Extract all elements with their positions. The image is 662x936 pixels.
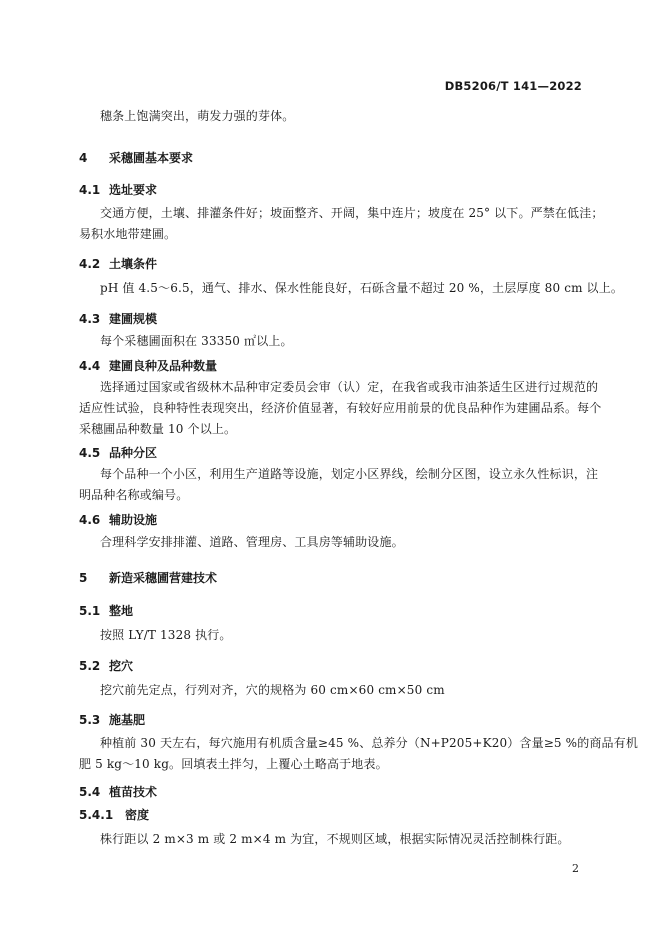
intro-tail-text: 穗条上饱满突出，萌发力强的芽体。 bbox=[100, 109, 295, 123]
paragraph-line: 株行距以 2 m×3 m 或 2 m×4 m 为宜，不规则区域，根据实际情况灵活控制株行距。 bbox=[100, 832, 570, 846]
section-number: 5.1 bbox=[79, 604, 101, 618]
section-title: 整地 bbox=[109, 604, 134, 618]
section-5-3-heading bbox=[79, 711, 145, 728]
section-number: 4.5 bbox=[79, 446, 101, 460]
section-title: 采穗圃基本要求 bbox=[109, 151, 194, 165]
section-title: 品种分区 bbox=[109, 446, 158, 460]
section-5-heading bbox=[79, 569, 217, 586]
section-number: 4.4 bbox=[79, 359, 101, 373]
section-title: 建圃规模 bbox=[109, 312, 158, 326]
paragraph-line: 采穗圃品种数量 10 个以上。 bbox=[79, 422, 237, 436]
paragraph-line: 交通方便，土壤、排灌条件好；坡面整齐、开阔，集中连片；坡度在 25° 以下。严禁在低洼； bbox=[100, 206, 604, 220]
section-title: 密度 bbox=[125, 808, 150, 822]
paragraph-line: 种植前 30 天左右，每穴施用有机质含量≥45 %、总养分（N+P205+K20）含量≥5 %的商品有机 bbox=[100, 736, 638, 750]
paragraph-line: 易积水地带建圃。 bbox=[79, 227, 177, 241]
section-4-1-heading bbox=[79, 181, 157, 198]
paragraph-line: 选择通过国家或省级林木品种审定委员会审（认）定，在我省或我市油茶适生区进行过规范的 bbox=[100, 380, 599, 394]
section-number: 4.2 bbox=[79, 257, 101, 271]
paragraph-line: 挖穴前先定点，行列对齐，穴的规格为 60 cm×60 cm×50 cm bbox=[100, 683, 445, 697]
section-title: 辅助设施 bbox=[109, 513, 158, 527]
section-number: 5.3 bbox=[79, 713, 101, 727]
section-number: 5.4 bbox=[79, 785, 101, 799]
paragraph-line: 每个采穗圃面积在 33350 ㎡以上。 bbox=[100, 334, 293, 348]
section-4-6-heading bbox=[79, 511, 157, 528]
paragraph-line: 明品种名称或编号。 bbox=[79, 488, 189, 502]
document-code: DB5206/T 141—2022 bbox=[444, 79, 582, 93]
section-title: 挖穴 bbox=[109, 659, 134, 673]
section-5-4-heading bbox=[79, 783, 157, 800]
section-title: 植苗技术 bbox=[109, 785, 158, 799]
section-5-4-1-heading bbox=[79, 806, 149, 823]
section-number: 5 bbox=[79, 571, 88, 585]
paragraph-line: 按照 LY/T 1328 执行。 bbox=[100, 628, 232, 642]
section-4-4-heading bbox=[79, 357, 217, 374]
section-number: 5.4.1 bbox=[79, 808, 114, 822]
paragraph-line: 每个品种一个小区，利用生产道路等设施，划定小区界线，绘制分区图，设立永久性标识，注 bbox=[100, 467, 599, 481]
section-5-1-heading bbox=[79, 602, 133, 619]
section-number: 4.1 bbox=[79, 183, 101, 197]
section-4-2-heading bbox=[79, 255, 157, 272]
paragraph-line: 合理科学安排排灌、道路、管理房、工具房等辅助设施。 bbox=[100, 535, 404, 549]
section-number: 4.6 bbox=[79, 513, 101, 527]
section-title: 新造采穗圃营建技术 bbox=[109, 571, 218, 585]
section-4-3-heading bbox=[79, 310, 157, 327]
section-number: 4.3 bbox=[79, 312, 101, 326]
section-4-5-heading bbox=[79, 444, 157, 461]
section-title: 施基肥 bbox=[109, 713, 146, 727]
paragraph-line: 适应性试验，良种特性表现突出，经济价值显著，有较好应用前景的优良品种作为建圃品系。每个 bbox=[79, 401, 602, 415]
section-5-2-heading bbox=[79, 657, 133, 674]
section-number: 4 bbox=[79, 151, 88, 165]
paragraph-line: pH 值 4.5～6.5，通气、排水、保水性能良好，石砾含量不超过 20 %，土层厚度 80 cm 以上。 bbox=[100, 281, 624, 295]
section-title: 建圃良种及品种数量 bbox=[109, 359, 218, 373]
section-number: 5.2 bbox=[79, 659, 101, 673]
section-title: 土壤条件 bbox=[109, 257, 158, 271]
section-title: 选址要求 bbox=[109, 183, 158, 197]
page-number: 2 bbox=[572, 862, 579, 875]
paragraph-line: 肥 5 kg～10 kg。回填表土拌匀，上覆心土略高于地表。 bbox=[79, 757, 388, 771]
section-4-heading bbox=[79, 149, 193, 166]
